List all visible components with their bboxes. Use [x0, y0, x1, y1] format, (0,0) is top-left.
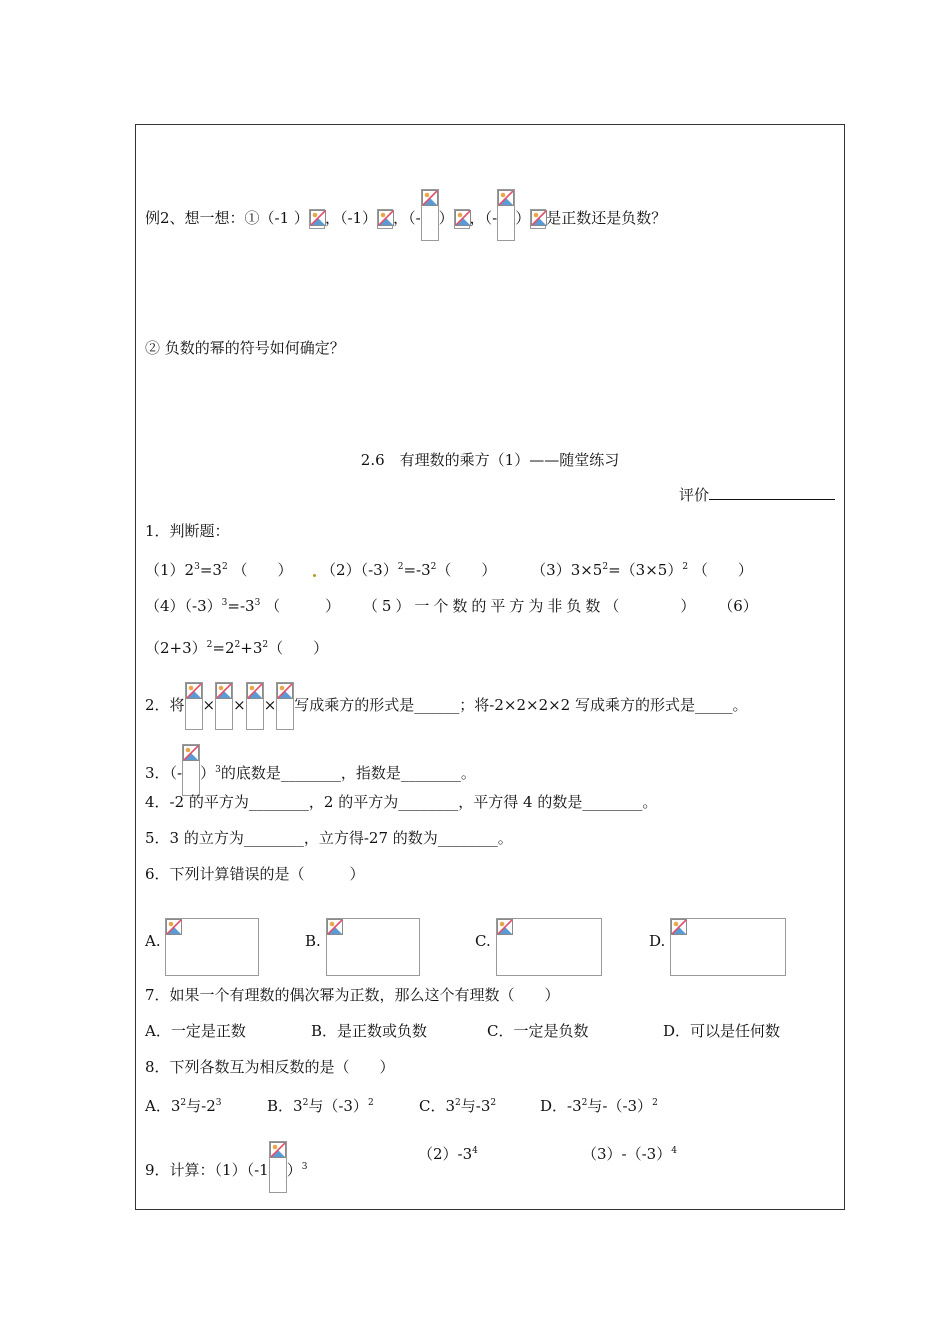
image-placeholder-icon: [276, 682, 294, 730]
q7-option-a[interactable]: A．一定是正数: [145, 1022, 246, 1040]
q4-line: 4．-2 的平方为________，2 的平方为________，平方得 4 的数是________。: [145, 793, 658, 811]
q6-option-c[interactable]: C.: [475, 918, 602, 976]
q9-line: 9．计算：（1）（-1 ）$^3$: [145, 1141, 307, 1193]
q9-part-3: $(3)-(-3)^4$: [582, 1145, 677, 1163]
image-placeholder-icon: [421, 189, 439, 241]
q8-option-b[interactable]: B．$3^2$与$(-3)^2$: [267, 1097, 374, 1115]
image-placeholder-icon: [454, 209, 470, 229]
q6-option-b[interactable]: B.: [305, 918, 420, 976]
q1-item-1: $(1)2^3=3^2$ （ ）: [145, 561, 293, 579]
image-placeholder-icon: [246, 682, 264, 730]
q7-option-b[interactable]: B．是正数或负数: [311, 1022, 428, 1040]
image-placeholder-icon: [269, 1141, 287, 1193]
image-placeholder-icon: [496, 918, 602, 976]
q1-item-2: $(2)(-3)^2=-3^2$（ ）: [321, 561, 497, 579]
q6-option-d[interactable]: D.: [649, 918, 786, 976]
q8-option-a[interactable]: A．$3^2$与$-2^3$: [145, 1097, 222, 1115]
image-placeholder-icon: [530, 209, 546, 229]
image-placeholder-icon: [377, 209, 393, 229]
q1-title: 1．判断题：: [145, 522, 230, 540]
q1-item-5: （5）一个数的平方为非负数（ ）: [362, 597, 700, 615]
q8-option-d[interactable]: D．$-3^2$与$-(-3)^2$: [540, 1097, 658, 1115]
q8-option-c[interactable]: C．$3^2$与$-3^2$: [419, 1097, 497, 1115]
ex2-tail: 是正数还是负数？: [546, 209, 667, 227]
stray-dot: [313, 574, 316, 577]
ex2-sep5: ）: [515, 209, 531, 227]
q7-option-d[interactable]: D．可以是任何数: [663, 1022, 781, 1040]
evaluation-field: [679, 485, 835, 505]
q1-row-2: [145, 593, 758, 616]
q9-part-2: $(2)-3^4$: [418, 1145, 478, 1163]
image-placeholder-icon: [309, 209, 325, 229]
image-placeholder-icon: [182, 744, 200, 796]
q8-title: 8．下列各数互为相反数的是（ ）: [145, 1058, 395, 1076]
q1-item-6: （6）: [718, 597, 758, 615]
q1-row-1: [145, 557, 753, 580]
section-title: 2.6 有理数的乘方（1）——随堂练习: [360, 451, 620, 469]
q6-option-a[interactable]: A.: [145, 918, 259, 976]
q1-item-3: $(3)3\times 5^2=(3\times 5)^2$ （ ）: [531, 561, 753, 579]
q7-title: 7．如果一个有理数的偶次幂为正数，那么这个有理数（ ）: [145, 986, 560, 1004]
q7-option-c[interactable]: C．一定是负数: [487, 1022, 589, 1040]
eval-label: 评价: [679, 486, 710, 504]
ex2-sep4: ，（-: [469, 209, 498, 227]
ex2-sep3: ）: [438, 209, 454, 227]
image-placeholder-icon: [670, 918, 786, 976]
q3-line: 3．（- ）$^3$的底数是________，指数是________。: [145, 744, 476, 796]
ex2-sep2: ，（-: [393, 209, 421, 227]
q2-line: 2．将 × × × 写成乘方的形式是______；将-2×2×2×2 写成乘方的形式是_____。: [145, 682, 748, 730]
eval-blank[interactable]: [709, 499, 835, 500]
image-placeholder-icon: [326, 918, 420, 976]
ex2-sep1: ，（-1）: [324, 209, 378, 227]
ex2-lead: 例2、想一想：①（-1 ）: [145, 209, 309, 227]
image-placeholder-icon: [215, 682, 233, 730]
image-placeholder-icon: [497, 189, 515, 241]
image-placeholder-icon: [165, 918, 259, 976]
q1-row-3: $(2+3)^2=2^2+3^2$（ ）: [145, 639, 329, 657]
example-2-line: [145, 189, 666, 241]
q6-title: 6．下列计算错误的是（ ）: [145, 865, 365, 883]
image-placeholder-icon: [185, 682, 203, 730]
document-frame: [135, 124, 845, 1210]
q1-item-4: $(4)(-3)^3=-3^3$ （ ）: [145, 597, 341, 615]
q5-line: 5．3 的立方为________，立方得-27 的数为________。: [145, 829, 513, 847]
example-2-question-2: ② 负数的幂的符号如何确定？: [145, 339, 345, 357]
